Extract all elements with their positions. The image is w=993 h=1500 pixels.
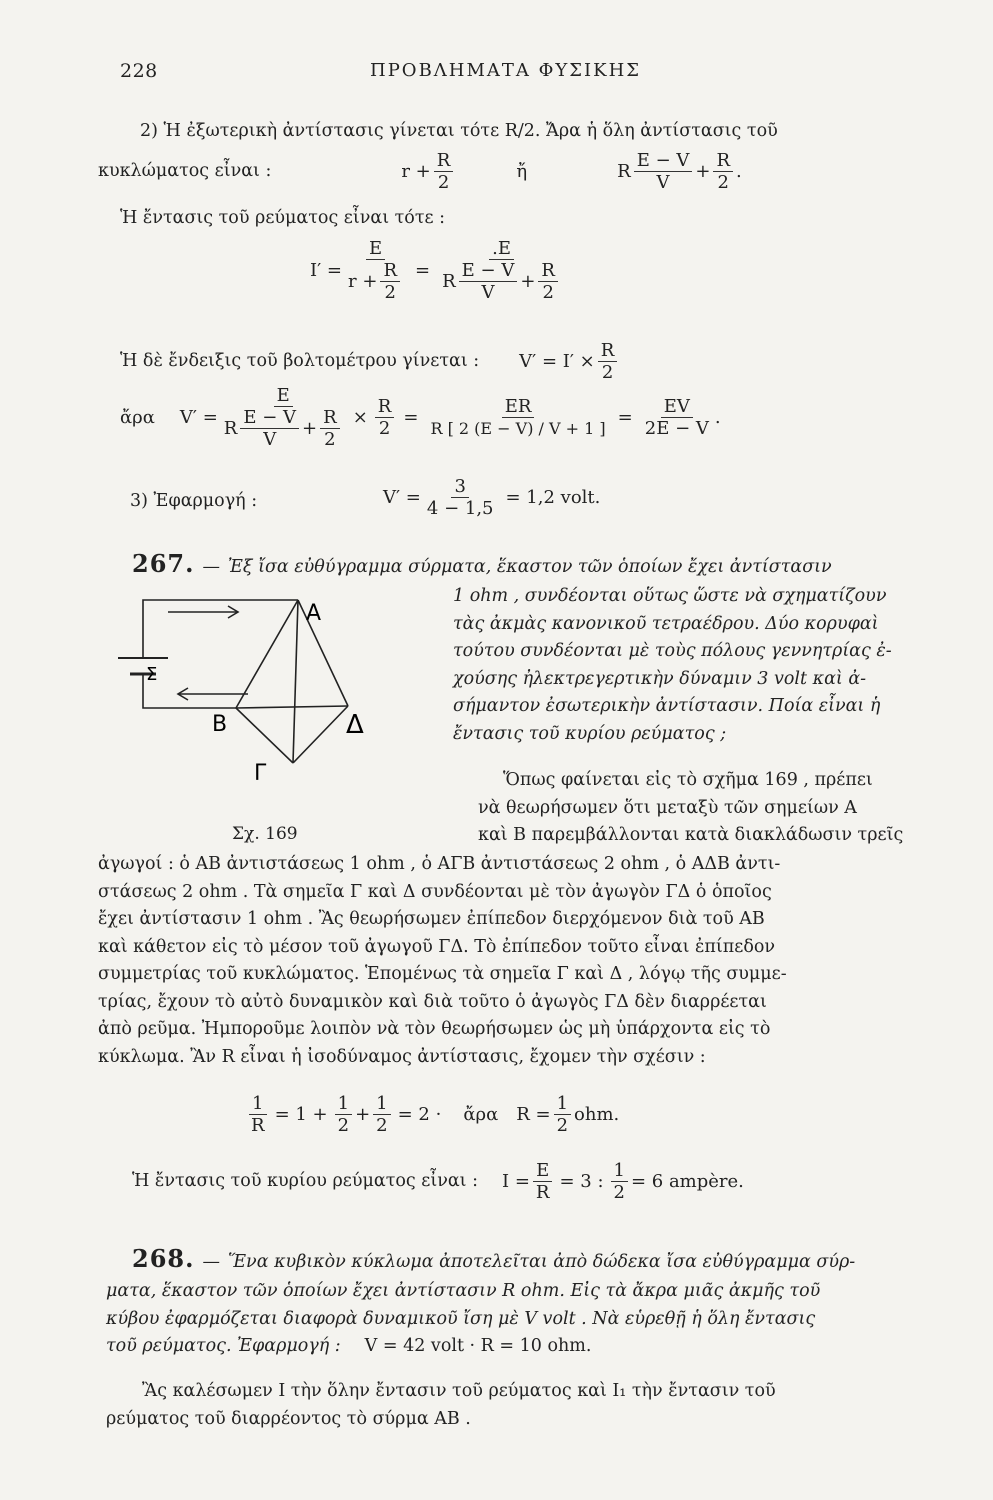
app-label: 3) Ἐφαρμογή : xyxy=(130,491,258,511)
problem-267-statement: 1 ohm , συνδέονται οὕτως ὥστε νὰ σχηματίζουν τὰς ἀκμὰς κανονικοῦ τετραέδρου. Δύο κορυφαὶ τούτου συνδέονται μὲ τοὺς πόλους γεννητρίας ἐ- χούσης ἠλεκτρεγερτικὴν δύναμιν 3 volt καὶ ἀ- σήμαντον ἐσωτερικὴν ἀντίστασιν. Ποία εἶναι ἡ ἔντασις τοῦ κυρίου ρεύματος ; xyxy=(453,586,892,744)
part2-line2 xyxy=(98,150,742,193)
equivalent-resistance-eq: $\frac{1}{R}$ = 1 + $\frac{1}{2}$ + $\frac{1}{2}$ = 2 · ἄρα R = $\frac{1}{2}$ ohm. xyxy=(251,1093,620,1136)
plus-sign: + xyxy=(695,161,711,182)
lead-top xyxy=(143,600,298,658)
wire-b-g xyxy=(236,708,293,763)
i-lhs: I′ = xyxy=(310,260,343,281)
total-r-b-pre: R xyxy=(617,161,631,182)
dot: . xyxy=(736,161,742,182)
problem-268-first-line: 268. — Ἕνα κυβικὸν κύκλωμα ἀποτελεῖται ἀπὸ δώδεκα ἴσα εὐθύγραμμα σύρ- xyxy=(132,1244,856,1273)
wire-b-d xyxy=(236,706,348,708)
frac-r-over-2b: $\frac{R}{2}$ xyxy=(713,150,733,193)
frac-r-over-2: $\frac{R}{2}$ xyxy=(434,150,454,193)
page-number: 228 xyxy=(120,60,158,82)
solution-267-side: Ὅπως φαίνεται εἰς τὸ σχῆμα 169 , πρέπει νὰ θεωρήσωμεν ὅτι μεταξὺ τῶν σημείων Α καὶ Β παρεμβάλλονται κατὰ διακλάδωσιν τρεῖς xyxy=(478,770,904,845)
problem-267-number: 267. xyxy=(132,549,195,578)
figure-caption: Σχ. 169 xyxy=(232,824,298,844)
total-r-a: r + xyxy=(401,161,431,182)
problem-267-first-line: 267. — Ἐξ ἴσα εὐθύγραμμα σύρματα, ἕκαστον τῶν ὁποίων ἔχει ἀντίστασιν xyxy=(132,549,832,578)
wire-a-b xyxy=(236,600,298,708)
or-word: ἤ xyxy=(516,161,528,182)
current-formula xyxy=(310,238,567,303)
label-d: Δ xyxy=(346,710,364,740)
volt-intro: Ἡ δὲ ἔνδειξις τοῦ βολτομέτρου γίνεται : V′ = I′ × $\frac{R}{2}$ xyxy=(120,340,620,383)
frac-e-over-big: .E R $\frac{E - V}{V}$ + $\frac{R}{2}$ xyxy=(439,238,564,303)
solution-268-body: Ἂς καλέσωμεν I τὴν ὅλην ἔντασιν τοῦ ρεύματος καὶ I₁ τὴν ἔντασιν τοῦ ρεύματος τοῦ διαρρέοντος τὸ σύρμα ΑΒ . xyxy=(106,1381,776,1429)
frac-e-over-r: E r + $\frac{R}{2}$ xyxy=(345,238,406,303)
frac-emv-over-v: $\frac{E - V}{V}$ xyxy=(634,150,693,193)
current-intro: Ἡ ἔντασις τοῦ ρεύματος εἶναι τότε : xyxy=(120,208,446,228)
solution-267-body: ἀγωγοί : ὁ ΑΒ ἀντιστάσεως 1 ohm , ὁ ΑΓΒ ἀντιστάσεως 2 ohm , ὁ ΑΔΒ ἀντι- στάσεως 2 ohm . Τὰ σημεῖα Γ καὶ Δ συνδέονται μὲ τὸν ἀγωγὸν ΓΔ ὁ ὁποῖος ἔχει ἀντίστασιν 1 ohm . Ἂς θεωρήσωμεν ἐπίπεδον διερχόμενον διὰ τοῦ ΑΒ καὶ κάθετον εἰς τὸ μέσον τοῦ ἀγωγοῦ ΓΔ. Τὸ ἐπίπεδον τοῦτο εἶναι ἐπίπεδον συμμετρίας τοῦ κυκλώματος. Ἑπομένως τὰ σημεῖα Γ καὶ Δ , λόγῳ τῆς συμμε- τρίας, ἔχουν τὸ αὐτὸ δυναμικὸν καὶ διὰ τοῦτο ὁ ἀγωγὸς ΓΔ δὲν διαρρέεται ἀπὸ ρεῦμα. Ἠμποροῦμε λοιπὸν νὰ τὸν θεωρήσωμεν ὡς μὴ ὑπάρχοντα εἰς τὸ κύκλωμα. Ἂν R εἶναι ἡ ἰσοδύναμος ἀντίστασις, ἔχομεν τὴν σχέσιν : xyxy=(98,854,787,1067)
eq-sign: = xyxy=(415,260,431,281)
tetrahedron-figure xyxy=(108,588,408,808)
label-s: Σ xyxy=(146,664,158,685)
wire-g-d xyxy=(293,706,348,763)
part2-line2-text: κυκλώματος εἶναι : xyxy=(98,161,272,181)
wire-a-g xyxy=(293,600,298,763)
problem-268-statement: ματα, ἕκαστον τῶν ὁποίων ἔχει ἀντίστασιν R ohm. Εἰς τὰ ἄκρα μιᾶς ἀκμῆς τοῦ κύβου ἐφαρμόζεται διαφορὰ δυναμικοῦ ἴση μὲ V volt . Νὰ εὑρεθῇ ἡ ὅλη ἔντασις τοῦ ρεύματος. Ἐφαρμογή : V = 42 volt · R = 10 ohm. xyxy=(106,1281,821,1356)
part2-line1: 2) Ἡ ἐξωτερικὴ ἀντίστασις γίνεται τότε R/2. Ἄρα ἡ ὅλη ἀντίστασις τοῦ xyxy=(140,121,778,141)
label-g: Γ xyxy=(254,761,267,786)
running-title: ΠΡΟΒΛΗΜΑΤΑ ΦΥΣΙΚΗΣ xyxy=(370,60,641,81)
voltage-derivation: ἄρα V′ = E R $\frac{E - V}{V}$ + $\frac{R}{2}$ × $\frac{R}{2}$ = $\frac{ER}{R [ 2 (E - V) / V + 1 ]}$ = $\frac{EV}{2E - V}$ . xyxy=(120,385,721,450)
label-b: B xyxy=(212,712,228,737)
current-result-line: Ἡ ἔντασις τοῦ κυρίου ρεύματος εἶναι : I = $\frac{E}{R}$ = 3 : $\frac{1}{2}$ = 6 ampère. xyxy=(132,1160,744,1203)
problem-268-number: 268. xyxy=(132,1244,195,1273)
label-a: A xyxy=(306,601,322,626)
app-formula: V′ = $\frac{3}{4 - 1,5}$ = 1,2 volt. xyxy=(383,476,601,519)
